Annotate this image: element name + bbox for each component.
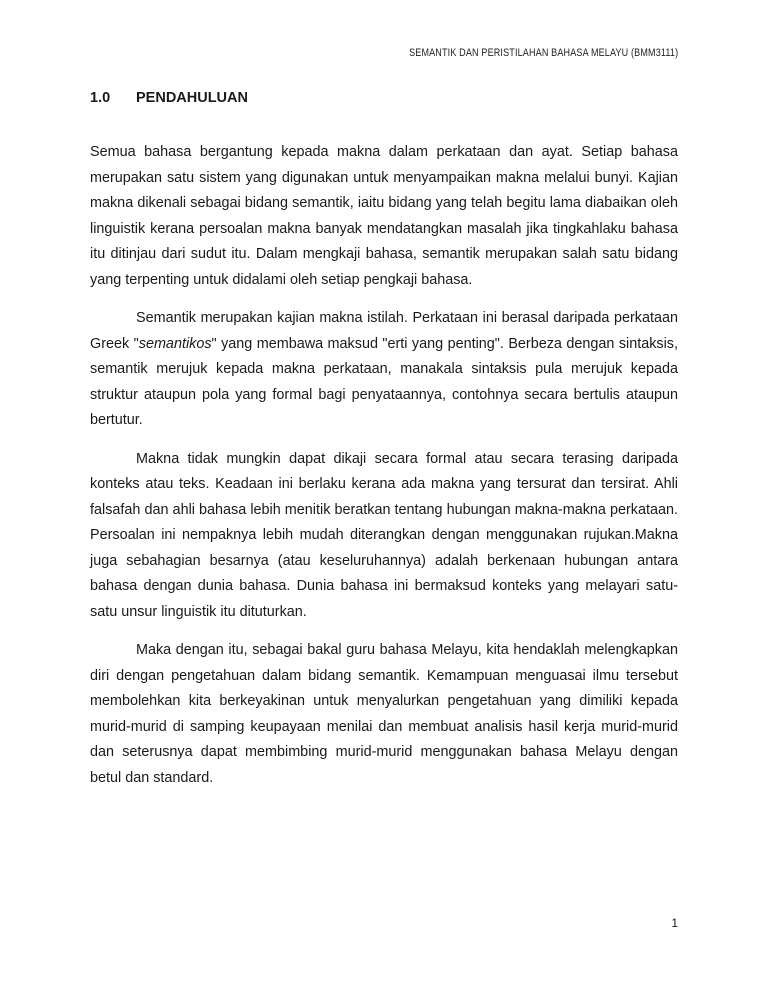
paragraph: Semua bahasa bergantung kepada makna dalam perkataan dan ayat. Setiap bahasa merupakan satu sistem yang digunakan untuk menyampaikan makna melalui bunyi. Kajian makna dikenali sebagai bidang semantik, iaitu bidang yang telah begitu lama diabaikan oleh linguistik kerana persoalan makna banyak mendatangkan masalah jika tingkahlaku bahasa itu ditinjau dari sudut itu. Dalam mengkaji bahasa, semantik merupakan salah satu bidang yang terpenting untuk didalami oleh setiap pengkaji bahasa. [90, 144, 678, 288]
page-number: 1 [671, 916, 678, 930]
paragraph: Makna tidak mungkin dapat dikaji secara formal atau secara terasing daripada konteks atau teks. Keadaan ini berlaku kerana ada makna yang tersurat dan tersirat. Ahli falsafah dan ahli bahasa lebih menitik beratkan tentang hubungan makna-makna perkataan. Persoalan ini nempaknya lebih mudah diterangkan dengan menggunakan rujukan.Makna juga sebahagian besarnya (atau keseluruhannya) adalah berkenaan hubungan antara bahasa dengan dunia bahasa. Dunia bahasa ini bermaksud konteks yang melayari satu-satu unsur linguistik itu dituturkan. [90, 450, 678, 620]
section-number: 1.0 [90, 90, 111, 106]
paragraph: Maka dengan itu, sebagai bakal guru bahasa Melayu, kita hendaklah melengkapkan diri dengan pengetahuan dalam bidang semantik. Kemampuan menguasai ilmu tersebut membolehkan kita berkeyakinan untuk menyalurkan pengetahuan yang dimiliki kepada murid-murid di samping keupayaan menilai dan membuat analisis hasil kerja murid-murid dan seterusnya dapat membimbing murid-murid menggunakan bahasa Melayu dengan betul dan standard. [90, 642, 678, 786]
italic-term: semantikos [138, 335, 212, 352]
body-text [90, 140, 678, 804]
running-header: SEMANTIK DAN PERISTILAHAN BAHASA MELAYU (BMM3111) [408, 47, 678, 59]
section-heading [90, 90, 248, 106]
paragraph-text: " yang membawa maksud "erti yang penting". Berbeza dengan sintaksis, semantik merujuk kepada makna perkataan, manakala sintaksis pula merujuk kepada struktur ataupun pola yang formal bagi penyataannya, contohnya secara bertulis ataupun bertutur. [90, 335, 679, 428]
paragraph [90, 306, 678, 434]
section-title: PENDAHULUAN [136, 90, 248, 106]
paragraph-text: Semantik merupakan kajian makna istilah. Perkataan ini berasal daripada perkataan Greek " [90, 310, 678, 352]
